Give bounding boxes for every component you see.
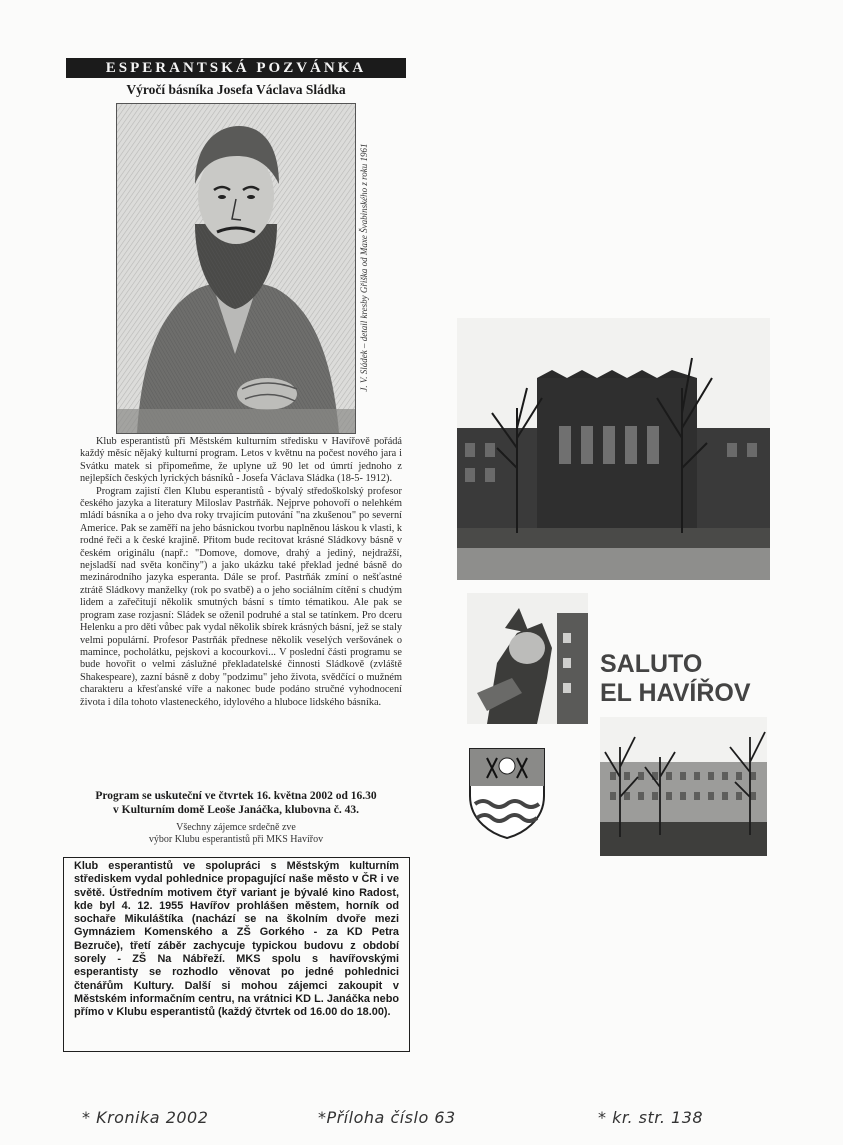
handwritten-note: *Příloha číslo 63: [318, 1108, 456, 1127]
portrait-caption: [357, 103, 373, 432]
signoff-line: výbor Klubu esperantistů při MKS Havířov: [148, 834, 324, 845]
street-photo: [600, 717, 767, 856]
signoff-line: Všechny zájemce srdečně zve: [176, 822, 296, 833]
portrait-caption-text: J. V. Sládek – detail kresby Gřiška od Maxe Švabinského z roku 1961: [359, 143, 369, 392]
club-notice-box: [63, 857, 410, 1052]
building-photo: [457, 318, 770, 580]
club-notice-text: Klub esperantistů ve spolupráci s Městským kulturním střediskem vydal pohlednice propagující naše město v ČR i ve světě. Ústředním motivem čtyř variant je bývalé kino Radost, kde byl 4. 12. 1955 Havířov prohlášen městem, horník od sochaře Mikuláštíka (nachází se na školním dvoře mezi Gymnáziem Komenského a ZŠ Gorkého - za KD Petra Bezruče), třetí záběr zachycuje typickou budovu z období sorely - ZŠ Na Nábřeží. MKS spolu s havířovskými esperantisty se rozhodlo věnovat po jedné pohlednici čtenářům Kultury. Další si mohou zájemci zakoupit v Městském informačním centru, na vrátnici KD L. Janáčka nebo přímo v Klubu esperantistů (každý čtvrtek od 16.00 do 18.00).: [74, 860, 399, 1019]
article-paragraph: Program zajistí člen Klubu esperantistů - bývalý středoškolský profesor českého jazyka a literatury Miloslav Pastrňák. Nejprve pohovoří o nelehkém mládí básníka a o jeho dva roky trvajícím putování "na zkušenou" po severní Americe. Pak se zaměří na jeho básnickou tvorbu naplněnou láskou k vlasti, k rodné řeči a k české krajině. Přitom bude recitovat krásné Sládkovy básně v českém originálu (např.: "Domove, domove, drahý a jediný, nejdražší, nejsladší nad světa končiny") a jako ukázku také překlad jedné básně do mezinárodního jazyka esperanta. Dále se prof. Pastrňák zmíní o nešťastné ztrátě Sládkovy manželky (rok po svatbě) a o jeho sociálním cítění s chudým lidem a zařečitují několik smutných básní s tímto tématikou. Ale pak se program zase rozjasní: Sládek se oženil podruhé a stal se tatínkem. Pro dceru Helenku a pro děti vůbec pak vydal několik sbírek krásných básní, jež se staly velmi populární. Profesor Pastrňák přednese několik veselých veršovánek o mamince, pocholátku, pejskovi a kocourkovi... V poslední části programu se bude hovořit o velmi záslužné překladatelské činnosti Sládkově (zvláště Shakespeare), zazní básně z doby "podzimu" jeho života, svědčící o mužném charakteru a křesťanské víře a nakonec bude podáno stručné vyhodnocení života i díla tohoto vlasteneckého, idylového a hluboce lidského básníka.: [80, 485, 402, 708]
statue-photo: [467, 593, 588, 724]
portrait-image: [116, 103, 356, 434]
postcard-title: [600, 650, 780, 708]
coat-of-arms: [467, 746, 547, 840]
event-notice-line: v Kulturním domě Leoše Janáčka, klubovna č. 43.: [113, 803, 359, 816]
article-subtitle: Výročí básníka Josefa Václava Sládka: [126, 82, 346, 97]
article-body: [80, 436, 402, 709]
street-photo-drawing: [600, 717, 767, 856]
coat-of-arms-drawing: [467, 746, 547, 840]
article-paragraph: Klub esperantistů při Městském kulturním středisku v Havířově pořádá každý měsíc nějaký kulturní program. Letos v květnu na počest nového jara i Svátku matek si připomeňme, že uplyne už 90 let od úmrtí jednoho z nejlepších českých lyrických básníků - Josefa Václava Sládka (18-5- 1912).: [80, 436, 402, 485]
event-notice: [66, 790, 406, 817]
handwritten-note: * Kronika 2002: [82, 1108, 209, 1127]
postcard-title-line: SALUTO: [600, 650, 703, 678]
article-banner: ESPERANTSKÁ POZVÁNKA: [66, 58, 406, 78]
portrait-drawing: [117, 104, 355, 433]
handwritten-note: * kr. str. 138: [598, 1108, 704, 1127]
postcard-title-line: EL HAVÍŘOV: [600, 679, 751, 707]
article-signoff: [66, 822, 406, 846]
event-notice-line: Program se uskuteční ve čtvrtek 16. května 2002 od 16.30: [95, 790, 377, 802]
building-photo-drawing: [457, 318, 770, 580]
statue-photo-drawing: [467, 593, 588, 724]
